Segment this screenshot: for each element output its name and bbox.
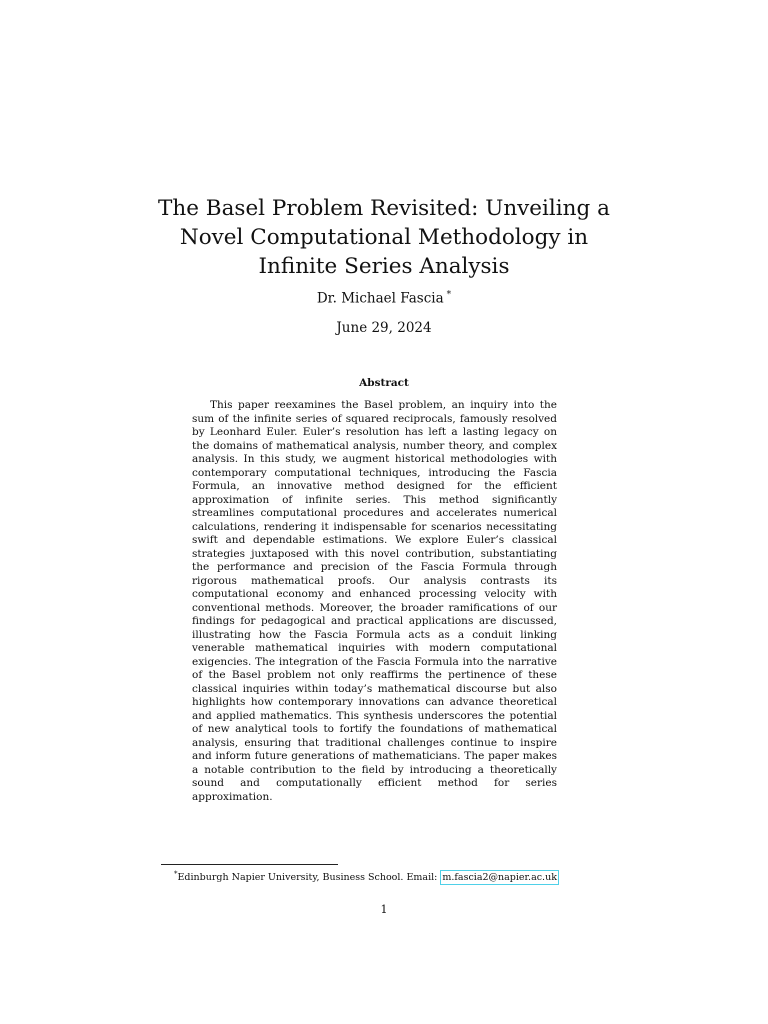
page-number: 1 [380,903,388,916]
footnote [174,868,559,885]
author-name: Dr. Michael Fascia [316,290,444,307]
footnote-mark: * [174,870,178,878]
footnote-text: Edinburgh Napier University, Business School. Email: [177,872,441,884]
abstract-body: This paper reexamines the Basel problem, an inquiry into the sum of the infinite series of squared reciprocals, famously resolved by Leonhard Euler. Euler’s resolution has left a lasting legacy on the domains of mathematical analysis, number theory, and complex analysis. In this study, we augment historical methodologies with contemporary computational techniques, introducing the Fascia Formula, an innovative method designed for the efficient approximation of infinite series. This method significantly streamlines computational procedures and accelerates numerical calculations, rendering it indispensable for scenarios necessitating swift and dependable estimations. We explore Euler’s classical strategies juxtaposed with this novel contribution, substantiating the performance and precision of the Fascia Formula through rigorous mathematical proofs. Our analysis contrasts its computational economy and enhanced processing velocity with conventional methods. Moreover, the broader ramifications of our findings for pedagogical and practical applications are discussed, illustrating how the Fascia Formula acts as a conduit linking venerable mathematical inquiries with modern computational exigencies. The integration of the Fascia Formula into the narrative of the Basel problem not only reaffirms the pertinence of these classical inquiries within today’s mathematical discourse but also highlights how contemporary innovations can advance theoretical and applied mathematics. This synthesis underscores the potential of new analytical tools to fortify the foundations of mathematical analysis, ensuring that traditional challenges continue to inspire and inform future generations of mathematicians. The paper makes a notable contribution to the field by introducing a theoretically sound and computationally efficient method for series approximation. [192,399,557,803]
paper-date: June 29, 2024 [336,320,432,336]
author-footnote-mark[interactable]: * [446,290,452,300]
author-line [140,290,628,307]
paper-title: The Basel Problem Revisited: Unveiling a Novel Computational Methodology in Infinite Series Analysis [158,196,610,279]
email-link[interactable]: m.fascia2@napier.ac.uk [442,872,557,884]
footnote-divider [161,864,338,865]
abstract-heading: Abstract [359,377,409,389]
